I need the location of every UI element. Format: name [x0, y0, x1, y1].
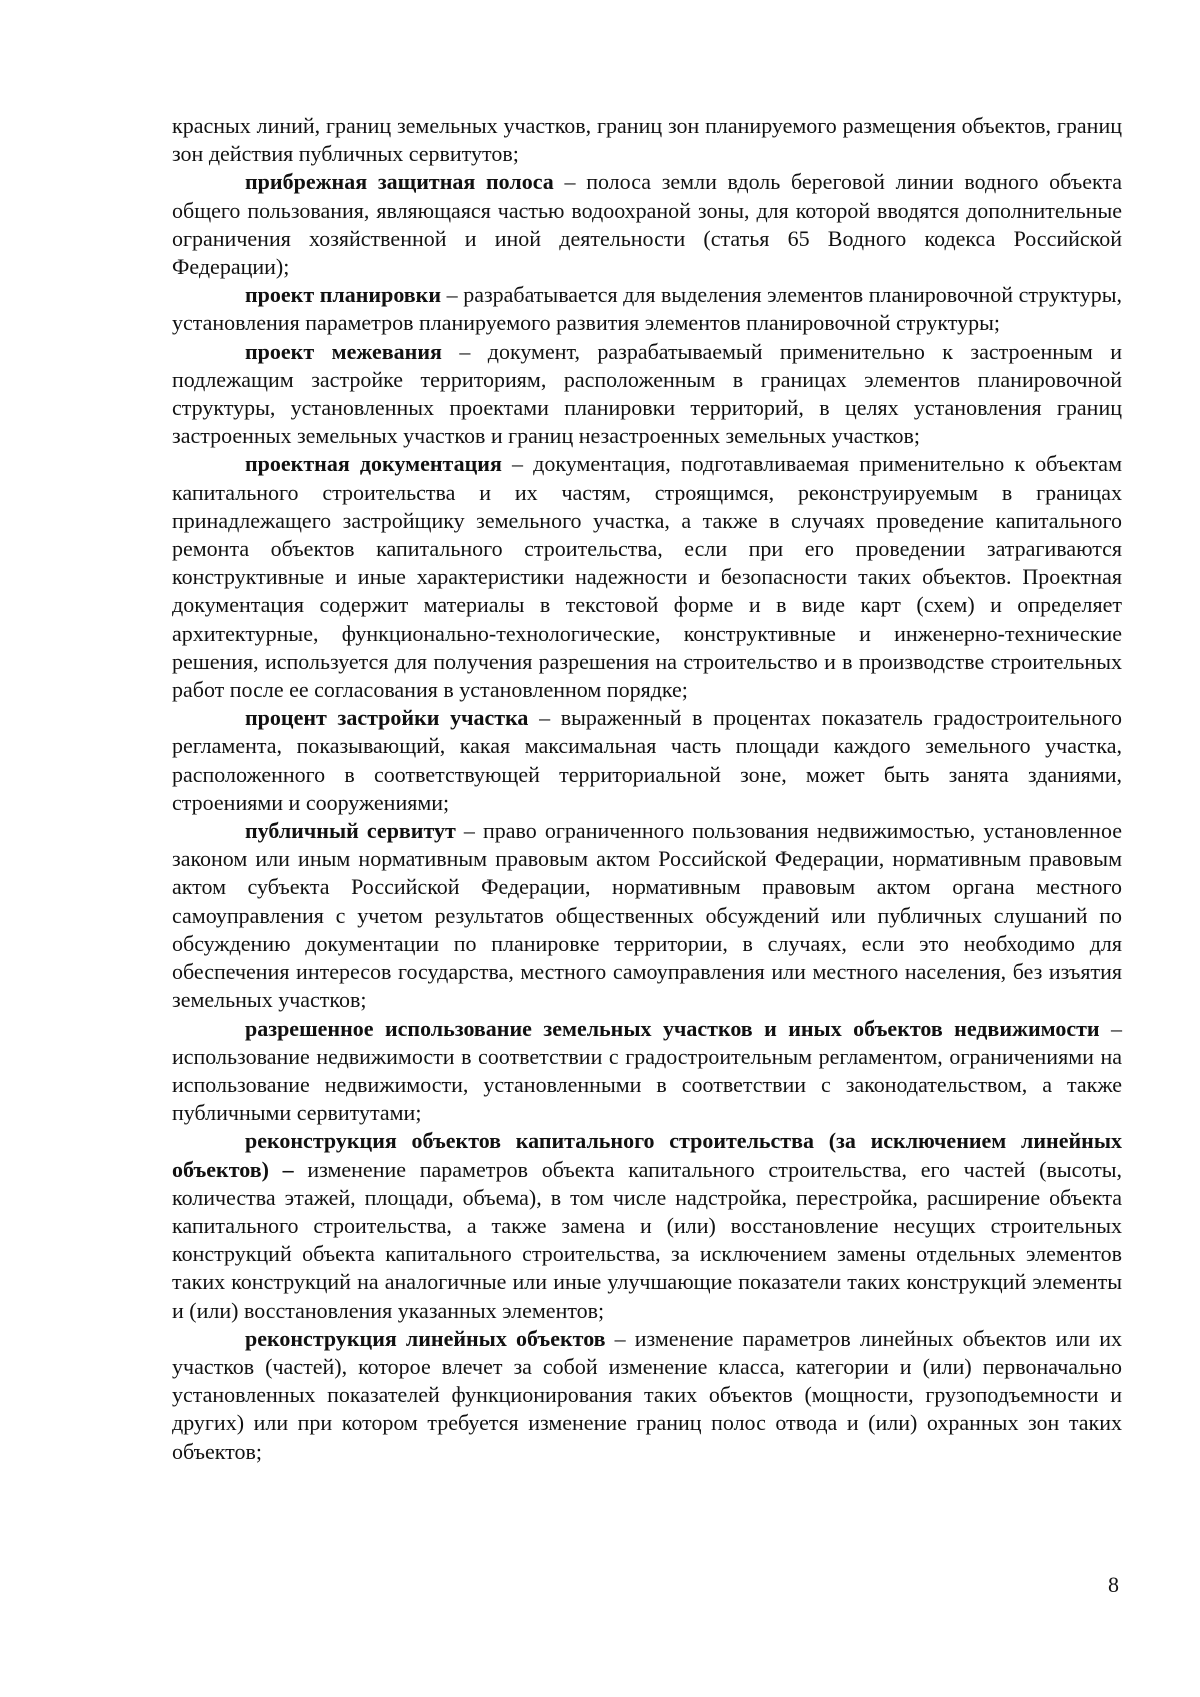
- definition-text: – разрабатывается для выделения элементов планировочной структуры, установления параметров планируемого развития элементов планировочной структуры;: [172, 282, 1122, 336]
- definition-paragraph: [172, 338, 1122, 451]
- definition-term: разрешенное использование земельных участков и иных объектов недвижимости: [245, 1015, 1100, 1041]
- definition-term: проектная документация: [245, 451, 502, 477]
- definition-text: – право ограниченного пользования недвижимостью, установленное законом или иным нормативным правовым актом Российской Федерации, нормативным правовым актом субъекта Российской Федерации, нормативным правовым актом органа местного самоуправления с учетом результатов общественных обсуждений или публичных слушаний по обсуждению документации по планировке территории, в случаях, если это необходимо для обеспечения интересов государства, местного самоуправления или местного населения, без изъятия земельных участков;: [172, 818, 1122, 1013]
- definition-text: – документация, подготавливаемая применительно к объектам капитального строительства и их частям, строящимся, реконструируемым в границах принадлежащего застройщику земельного участка, а также в случаях проведение капитального ремонта объектов капитального строительства, если при его проведении затрагиваются конструктивные и иные характеристики надежности и безопасности таких объектов. Проектная документация содержит материалы в текстовой форме и в виде карт (схем) и определяет архитектурные, функционально-технологические, конструктивные и инженерно-технические решения, используется для получения разрешения на строительство и в производстве строительных работ после ее согласования в установленном порядке;: [172, 451, 1122, 703]
- definition-text: – выраженный в процентах показатель градостроительного регламента, показывающий, какая максимальная часть площади каждого земельного участка, расположенного в соответствующей территориальной зоне, может быть занята зданиями, строениями и сооружениями;: [172, 705, 1122, 815]
- definition-paragraph: [172, 168, 1122, 281]
- definition-term: процент застройки участка: [245, 705, 529, 731]
- definition-text: – полоса земли вдоль береговой линии водного объекта общего пользования, являющаяся частью водоохраной зоны, для которой вводятся дополнительные ограничения хозяйственной и иной деятельности (статья 65 Водного кодекса Российской Федерации);: [172, 169, 1123, 280]
- definition-paragraph: [172, 1127, 1122, 1324]
- definition-term: проект планировки: [245, 282, 442, 308]
- definition-term: реконструкция объектов капитального строительства (за исключением линейных объектов) –: [172, 1128, 1122, 1182]
- intro-paragraph: красных линий, границ земельных участков, границ зон планируемого размещения объектов, границ зон действия публичных сервитутов;: [172, 113, 1122, 167]
- definition-text: – документ, разрабатываемый применительно к застроенным и подлежащим застройке территориям, расположенным в границах элементов планировочной структуры, установленных проектами планировки территорий, в целях установления границ застроенных земельных участков и границ незастроенных земельных участков;: [172, 338, 1122, 449]
- definition-term: проект межевания: [245, 338, 442, 364]
- definition-paragraph: [172, 1015, 1122, 1128]
- definition-paragraph: [172, 450, 1122, 704]
- document-body: [172, 112, 1122, 1466]
- definition-text: – изменение параметров линейных объектов или их участков (частей), которое влечет за собой изменение класса, категории и (или) первоначально установленных показателей функционирования таких объектов (мощности, грузоподъемности и других) или при котором требуется изменение границ полос отвода и (или) охранных зон таких объектов;: [172, 1325, 1122, 1464]
- definition-paragraph: [172, 1325, 1122, 1466]
- definition-term: прибрежная защитная полоса: [245, 169, 554, 195]
- definition-text: изменение параметров объекта капитального строительства, его частей (высоты, количества этажей, площади, объема), в том числе надстройка, перестройка, расширение объекта капитального строительства, а также замена и (или) восстановление несущих строительных конструкций объекта капитального строительства, за исключением замены отдельных элементов таких конструкций на аналогичные или иные улучшающие показатели таких конструкций элементы и (или) восстановления указанных элементов;: [172, 1156, 1122, 1323]
- definition-text: – использование недвижимости в соответствии с градостроительным регламентом, ограничениями на использование недвижимости, установленными в соответствии с законодательством, а также публичными сервитутами;: [172, 1015, 1122, 1126]
- definition-paragraph: [172, 817, 1122, 1014]
- definition-paragraph: [172, 281, 1122, 337]
- definition-term: публичный сервитут: [245, 818, 456, 844]
- definition-term: реконструкция линейных объектов: [245, 1325, 606, 1351]
- page-number: 8: [1108, 1572, 1119, 1597]
- definition-paragraph: [172, 704, 1122, 817]
